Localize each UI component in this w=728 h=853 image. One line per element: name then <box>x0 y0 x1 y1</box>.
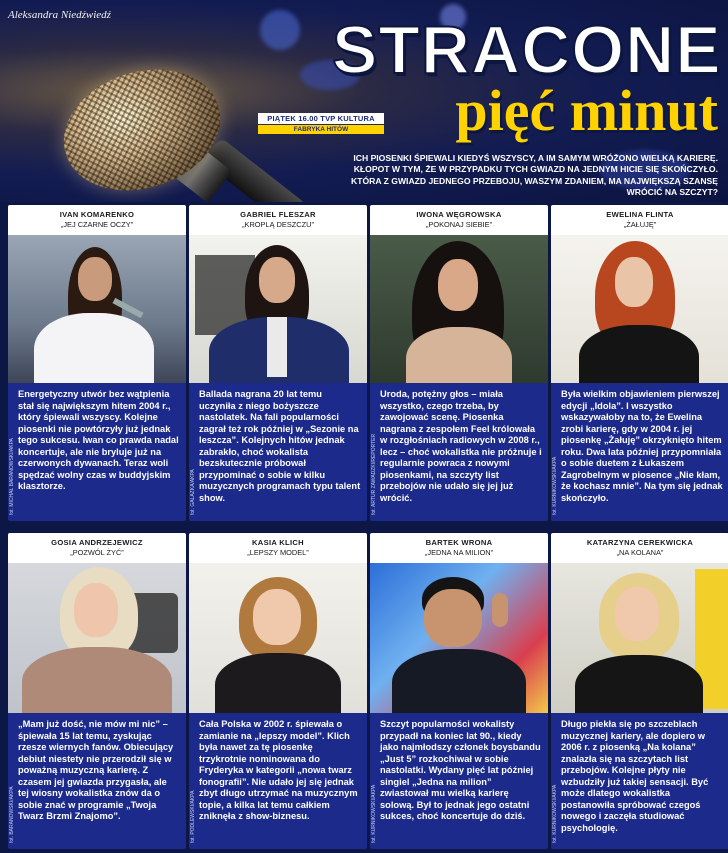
artist-card <box>370 533 548 849</box>
card-header <box>370 533 548 563</box>
artist-name: GOSIA ANDRZEJEWICZ <box>51 538 143 547</box>
artist-card <box>551 205 728 521</box>
card-header <box>8 205 186 235</box>
artist-photo <box>370 563 548 713</box>
photo-credit: fot. GALAZKA/AKPA <box>190 469 196 515</box>
card-text: „Mam już dość, nie mów mi nic” – śpiewała 15 lat temu, zyskując rzesze wiernych fanów. Obiecujący debiut niestety nie przerodził się w poważną muzyczną karierę. Z czasem jej gwiazda przygasła, ale tej wiosny wokalistka znów da o sobie znać w programie „Twoja Twarz Brzmi Znajomo”. <box>18 719 174 821</box>
artist-photo <box>370 235 548 383</box>
header-banner <box>0 0 728 202</box>
card-header <box>189 205 367 235</box>
photo-credit: fot. MICHAŁ BARANOWSKI/AKPA <box>9 438 15 515</box>
song-title: „ŻAŁUJĘ” <box>623 220 657 229</box>
card-header <box>370 205 548 235</box>
artist-photo <box>551 235 728 383</box>
song-title: „KROPLĄ DESZCZU” <box>242 220 314 229</box>
artist-name: KATARZYNA CEREKWICKA <box>586 538 694 547</box>
song-title: „JEJ CZARNE OCZY” <box>60 220 134 229</box>
artist-photo <box>8 563 186 713</box>
card-text: Energetyczny utwór bez wątpienia stał się największym hitem 2004 r., który śpiewali wszyscy. Kolejne piosenki nie powtórzyły już jednak tego sukcesu. Iwan co prawda nadal koncertuje, ale nie bryluje już na czerwonych dywanach. Teraz woli spędzać wolny czas w buddyjskim klasztorze. <box>18 389 179 491</box>
artist-photo <box>551 563 728 713</box>
artist-card <box>8 205 186 521</box>
photo-credit: fot. PODLEWSKI/AKPA <box>190 790 196 843</box>
artist-name: GABRIEL FLESZAR <box>240 210 316 219</box>
card-header <box>551 205 728 235</box>
headline-main: STRACONE <box>332 12 722 88</box>
stage-light <box>260 10 300 50</box>
artist-name: EWELINA FLINTA <box>606 210 674 219</box>
card-header <box>189 533 367 563</box>
headline-sub: pięć minut <box>455 78 718 143</box>
artist-photo <box>8 235 186 383</box>
artist-name: IVAN KOMARENKO <box>59 210 135 219</box>
artist-name: BARTEK WRONA <box>425 538 493 547</box>
artist-card <box>189 205 367 521</box>
program-schedule: PIĄTEK 16.00 TVP KULTURA <box>258 113 384 124</box>
author-byline: Aleksandra Niedźwiedź <box>8 9 111 21</box>
song-title: „NA KOLANA” <box>616 548 664 557</box>
photo-credit: fot. KURNIKOWSKI/AKPA <box>552 784 558 843</box>
program-name: FABRYKA HITÓW <box>258 125 384 134</box>
card-text: Uroda, potężny głos – miała wszystko, czego trzeba, by zawojować scenę. Piosenka nagrana z zespołem Feel królowała w rozgłośniach radiowych w 2008 r., lecz – choć wokalistka nie próżnuje i regularnie powraca z nowymi piosenkami, na szczyty list przebojów nie udało się jej już wrócić. <box>380 389 542 503</box>
card-header <box>551 533 728 563</box>
artist-card <box>189 533 367 849</box>
card-header <box>8 533 186 563</box>
photo-credit: fot. KURNIKOWSKI/AKPA <box>552 456 558 515</box>
card-text: Ballada nagrana 20 lat temu uczyniła z niego bożyszcze nastolatek. Na fali popularności zagrał też rok później w „Sezonie na leszcza”. Kolejnych hitów jednak zabrakło, choć wokalista bezskutecznie próbował przypominać o sobie w kilku muzycznych programach typu talent show. <box>199 389 361 503</box>
card-text: Długo piekła się po szczeblach muzycznej kariery, ale dopiero w 2006 r. z piosenką „Na kolana” znalazła się na szczytach list przebojów. Kolejne płyty nie wzbudziły już takiej sensacji. Być może dlatego wokalistka postanowiła spróbować czegoś nowego i zaczęła studiować psychologię. <box>561 719 709 833</box>
artist-card <box>370 205 548 521</box>
hand-gesture <box>492 593 508 627</box>
artist-card <box>8 533 186 849</box>
card-text: Cała Polska w 2002 r. śpiewała o zamianie na „lepszy model”. Klich była nawet za tę piosenkę trzykrotnie nominowana do Fryderyka w kategorii „nowa twarz fonografii”. Nie udało jej się jednak zbyt długo utrzymać na muzycznym topie, a kilka lat temu całkiem zniknęła z show-biznesu. <box>199 719 358 821</box>
photo-credit: fot. KURNIKOWSKI/AKPA <box>371 784 377 843</box>
artist-photo <box>189 235 367 383</box>
card-text: Szczyt popularności wokalisty przypadł na koniec lat 90., kiedy jako najmłodszy członek boysbandu „Just 5” rozkochiwał w sobie nastolatki. Wydany pięć lat później singiel „Jedna na milion” zwiastował mu wielką karierę solową. Był to jednak jego ostatni sukces, choć koncertuje do dziś. <box>380 719 541 821</box>
program-tag <box>258 113 384 134</box>
photo-credit: fot. ARTUR ZAWADZKI/REPORTER <box>371 433 377 515</box>
article-lead: ICH PIOSENKI ŚPIEWALI KIEDYŚ WSZYSCY, A IM SAMYM WRÓŻONO WIELKĄ KARIERĘ. KŁOPOT W TYM, ŻE W PRZYPADKU TYCH GWIAZD NA JEDNYM HICIE SIĘ SKOŃCZYŁO. KTÓRA Z GWIAZD JEDNEGO PRZEBOJU, WASZYM ZDANIEM, MA NAJWIĘKSZĄ SZANSĘ WRÓCIĆ NA SZCZYT? <box>351 153 718 198</box>
song-title: „JEDNA NA MILION” <box>424 548 494 557</box>
song-title: „POZWÓL ŻYĆ” <box>70 548 124 557</box>
artist-name: IWONA WĘGROWSKA <box>416 210 502 219</box>
artist-name: KASIA KLICH <box>252 538 304 547</box>
artist-photo <box>189 563 367 713</box>
artist-card <box>551 533 728 849</box>
song-title: „POKONAJ SIEBIE” <box>425 220 493 229</box>
song-title: „LEPSZY MODEL” <box>247 548 309 557</box>
card-text: Była wielkim objawieniem pierwszej edycji „Idola”. I wszystko wskazywałoby na to, że Ewelina zrobi karierę, gdy w 2004 r. jej piosenkę „Żałuję” okrzyknięto hitem roku. Dwa lata później przypomniała o sobie duetem z Łukaszem Zagrobelnym w piosence „Nie kłam, że kochasz mnie”. Na tym się jednak skończyło. <box>561 389 723 503</box>
photo-credit: fot. BARANOWSKI/AKPA <box>9 786 15 843</box>
